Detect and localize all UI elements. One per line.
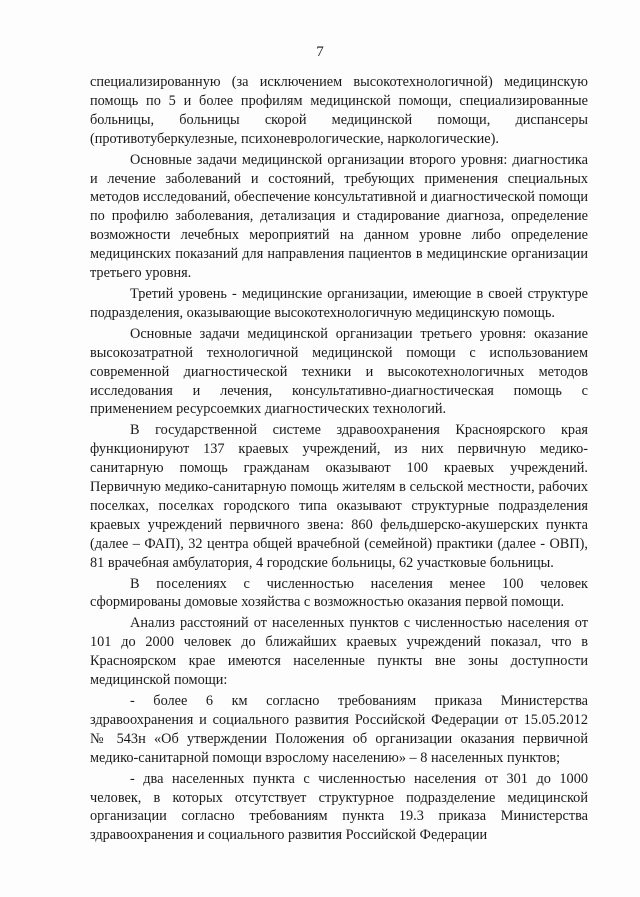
paragraph-2: Основные задачи медицинской организации второго уровня: диагностика и лечение заболеваний и состояний, требующих применения специальных методов исследований, обеспечение консультативной и диагностической помощи по профилю заболевания, детализация и стадирование диагноза, определение возможности лечебных мероприятий на данном уровне либо определение медицинских показаний для направления пациентов в медицинские организации третьего уровня.: [90, 151, 588, 282]
list-item-settlements: - два населенных пункта с численностью населения от 301 до 1000 человек, в которых отсутствует структурное подразделение медицинской организации согласно требованиям пункта 19.3 приказа Министерства здравоохранения и социального развития Российской Федерации: [90, 770, 588, 844]
paragraph-1: специализированную (за исключением высокотехнологичной) медицинскую помощь по 5 и более профилям медицинской помощи, специализированные больницы, больницы скорой медицинской помощи, диспансеры (противотуберкулезные, психоневрологические, наркологические).: [90, 74, 588, 147]
paragraph-3: Третий уровень - медицинские организации, имеющие в своей структуре подразделения, оказывающие высокотехнологичную медицинскую помощь.: [90, 285, 588, 321]
paragraph-4: Основные задачи медицинской организации третьего уровня: оказание высокозатратной технологичной медицинской помощи с использованием современной диагностической техники и высокотехнологичных методов исследования и лечения, консультативно-диагностическая помощь с применением ресурсоемких диагностических технологий.: [90, 325, 588, 418]
body-text: [90, 73, 588, 847]
list-item-distance: - более 6 км согласно требованиям приказа Министерства здравоохранения и социального развития Российской Федерации от 15.05.2012 № 543н «Об утверждении Положения об организации оказания первичной медико-санитарной помощи взрослому населению» – 8 населенных пунктов;: [90, 693, 588, 766]
paragraph-5: В государственной системе здравоохранения Красноярского края функционируют 137 краевых учреждений, из них первичную медико-санитарную помощь гражданам оказывают 100 краевых учреждений. Первичную медико-санитарную помощь жителям в сельской местности, рабочих поселках, поселках городского типа оказывают структурные подразделения краевых учреждений первичного звена: 860 фельдшерско-акушерских пункта (далее – ФАП), 32 центра общей врачебной (семейной) практики (далее - ОВП), 81 врачебная амбулатория, 4 городские больницы, 62 участковые больницы.: [90, 422, 588, 571]
paragraph-7: Анализ расстояний от населенных пунктов с численностью населения от 101 до 2000 человек до ближайших краевых учреждений показал, что в Красноярском крае имеются населенные пункты вне зоны доступности медицинской помощи:: [90, 615, 588, 689]
page-number: 7: [316, 44, 324, 60]
paragraph-6: В поселениях с численностью населения менее 100 человек сформированы домовые хозяйства с возможностью оказания первой помощи.: [90, 575, 588, 611]
